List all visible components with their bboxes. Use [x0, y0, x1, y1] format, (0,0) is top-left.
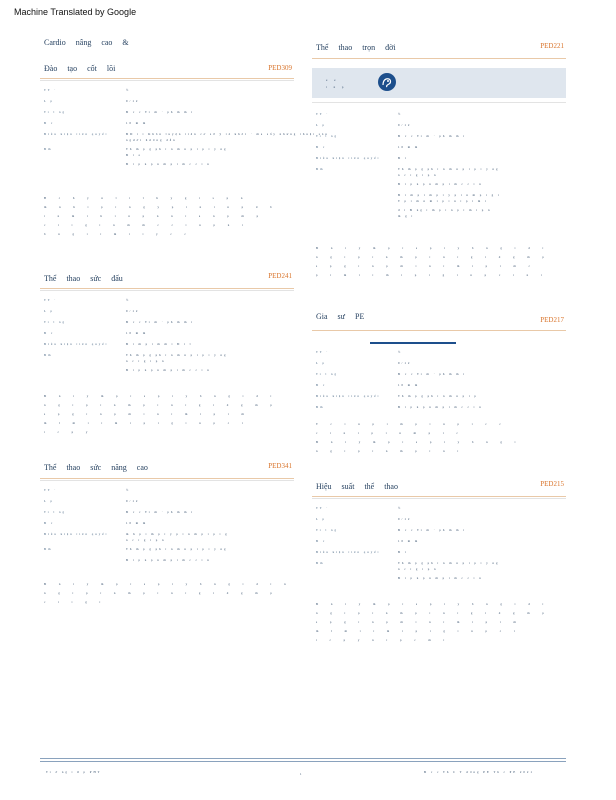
- detail-value: Đ c c Tr m · ph m m t: [398, 134, 467, 138]
- detail-value-cont: n c t g t p n: [398, 567, 438, 571]
- course-title: Hiệu suất thể thao: [316, 482, 398, 491]
- detail-key: Đ c: [44, 331, 55, 335]
- description-line: s p g t n p m t n t m t p t m c: [316, 264, 533, 268]
- detail-key: Tr l ng: [44, 510, 67, 514]
- section-rule: [312, 496, 566, 497]
- detail-key: Điều kiện tiên quyết: [316, 550, 381, 554]
- course-description: [316, 246, 566, 282]
- detail-value: ½: [398, 112, 403, 116]
- detail-value: Th m p g ph t n m n p t p t y ng: [126, 353, 228, 357]
- detail-value: Đ t: [398, 550, 408, 554]
- footer-right-text: Đ c c Th C T ường PE Th c PE 2021: [424, 770, 534, 774]
- description-line: c t n t p t n m p t c: [316, 431, 461, 435]
- detail-value: Đ t: [398, 156, 408, 160]
- section-rule-thin: [40, 80, 294, 81]
- course-details: [44, 298, 294, 379]
- detail-key: Tr l ng: [316, 372, 339, 376]
- description-line: p t m t t m t p t g t n p c t n t: [316, 273, 545, 277]
- section-rule: [40, 288, 294, 289]
- detail-value: Đ t p n p n m p t m c c t n: [398, 405, 483, 409]
- detail-key: TT ·: [44, 488, 58, 492]
- course-details: [44, 488, 294, 569]
- course-details: [316, 112, 566, 223]
- detail-key: Điều kiện tiên quyết: [316, 394, 381, 398]
- detail-value: Đ t p n p n m p t m c c t n: [126, 558, 211, 562]
- detail-value: 10 m m: [126, 521, 148, 525]
- detail-value: 9/12: [398, 517, 412, 521]
- course-code: PED217: [540, 316, 564, 324]
- detail-value-cont: n c t g t p n: [126, 359, 166, 363]
- detail-value: ĐD t t Khôn luyện tiên cơ sở ý tả khôi · ma sấy nhưng thuật sáu: [126, 132, 329, 136]
- section-rule: [312, 58, 566, 59]
- description-line: T c t n p t m p t n p t c c: [316, 422, 504, 426]
- course-description: [44, 196, 294, 241]
- description-line: Đ n t y m p t s p t y b n g t d t: [316, 602, 547, 606]
- detail-key: Điều kiện tiên quyết: [44, 132, 109, 136]
- detail-value: 10 m m: [398, 383, 420, 387]
- description-line: s p g t n p m t n t m t p t m: [316, 620, 519, 624]
- description-line: s p g t n p m t n t m t p t m: [44, 412, 247, 416]
- detail-value-cont: T p t m n m t p t n t p t m t: [398, 199, 488, 203]
- detail-value: ½: [126, 488, 131, 492]
- course-description: [44, 582, 294, 609]
- description-line: n g t p t n m p t n t g t d g m p: [44, 403, 275, 407]
- description-line: m l m t t m t p t g t n p c t: [44, 421, 246, 425]
- course-code: PED309: [268, 64, 292, 72]
- detail-value: đ t Đ ng t m p t n p t m t p n: [398, 208, 492, 212]
- detail-key: TT ·: [316, 506, 330, 510]
- detail-value: ½: [398, 350, 403, 354]
- detail-value: 10 m m: [398, 145, 420, 149]
- detail-value-cont: n c t g t p n: [398, 173, 438, 177]
- detail-key: Đm: [44, 147, 53, 151]
- footer-rule: [40, 758, 566, 759]
- description-line: t c p y n t p c m t: [316, 638, 448, 642]
- footer-left-text: Tr ờ ng t ừ p PHT: [46, 770, 102, 774]
- description-line: m n h t p t n g y p t n t n p d b: [44, 205, 275, 209]
- detail-value: Đ c c Tr m · ph m m t: [398, 528, 467, 532]
- course-code: PED341: [268, 462, 292, 470]
- course-title: Gia sư PE: [316, 312, 365, 321]
- detail-key: L p: [44, 499, 54, 503]
- detail-key: Đm: [44, 547, 53, 551]
- detail-key: L p: [316, 123, 326, 127]
- description-line: Đ n t y m p t s p t y b n g t d t n: [44, 582, 289, 586]
- detail-value: Đ c c Tr m · ph m m t: [126, 320, 195, 324]
- detail-key: Đ c: [316, 383, 327, 387]
- course-code: PED221: [540, 42, 564, 50]
- detail-value-cont: người hướng dẫn: [126, 138, 177, 142]
- detail-key: Đm: [316, 405, 325, 409]
- banner-text: t n p: [326, 85, 347, 89]
- course-code: PED241: [268, 272, 292, 280]
- detail-value: Đ t m p t m m t Đ t l: [126, 342, 193, 346]
- detail-key: Đ c: [316, 539, 327, 543]
- detail-key: Đm: [44, 353, 53, 357]
- detail-value: 9/12: [398, 361, 412, 365]
- detail-value-cont: Đ t a: [126, 153, 142, 157]
- detail-key: Điều kiện tiên quyết: [44, 532, 109, 536]
- description-line: B c h y n l t l h y g t s p n: [44, 196, 246, 200]
- detail-key: Tr l ng: [316, 134, 339, 138]
- detail-value: 9/12: [126, 499, 140, 503]
- detail-value: Đ c c Tr m · ph m m t: [126, 110, 195, 114]
- detail-key: Tr l ng: [44, 320, 67, 324]
- course-title: Cardio nâng cao &: [44, 38, 129, 47]
- description-line: Đ n t y m p t s p t y b n g t: [316, 440, 519, 444]
- detail-key: TT ·: [316, 350, 330, 354]
- detail-key: Đ c: [44, 521, 55, 525]
- detail-value: ½: [126, 298, 131, 302]
- section-rule-thin: [40, 480, 294, 481]
- detail-value: 9/12: [398, 123, 412, 127]
- description-line: t c p y: [44, 430, 91, 434]
- description-line: t n m t h t n p n n t a n p m p: [44, 214, 262, 218]
- detail-value: ½: [398, 506, 403, 510]
- detail-key: L p: [44, 309, 54, 313]
- description-line: n g t p t n m p t n t g t d g m p: [316, 611, 547, 615]
- description-line: n g t p t n m p t n t g t d g m p: [316, 255, 547, 259]
- section-rule: [40, 478, 294, 479]
- detail-key: Tr l ng: [44, 110, 67, 114]
- detail-value: Th m p g ph t n m n p t p t y ng: [126, 547, 228, 551]
- detail-value: m h p t m p t y p t n m p t p t g: [126, 532, 229, 536]
- course-details: [316, 350, 566, 416]
- detail-value: Đ t m p t m p t y p t n m p t g t: [398, 193, 501, 197]
- course-title: Thể thao sức đấu: [44, 274, 123, 283]
- description-line: c t t g t n m m c c t n p n t: [44, 223, 246, 227]
- description-line: c t t g t: [44, 600, 104, 604]
- detail-value: Th m p g ph t n m n p t p t y ng: [398, 561, 500, 565]
- course-banner: [312, 68, 566, 98]
- section-rule-thin: [312, 102, 566, 103]
- detail-key: TT ·: [316, 112, 330, 116]
- detail-value: Th m p g ph t n m n p t p t y ng: [126, 147, 228, 151]
- section-rule: [312, 330, 566, 331]
- detail-value: Đ t p n p n m p t m c c t n: [126, 162, 211, 166]
- detail-value: 9/12: [126, 309, 140, 313]
- description-line: n g t p t n m p t n t: [316, 449, 462, 453]
- detail-value: 9/12: [126, 99, 140, 103]
- section-rule-thin: [40, 290, 294, 291]
- detail-value: Đ c c Tr m · ph m m t: [398, 372, 467, 376]
- banner-text: e e: [326, 78, 339, 82]
- detail-key: Điều kiện tiên quyết: [44, 342, 109, 346]
- detail-value-cont: n c t g t p n: [126, 538, 166, 542]
- section-rule: [40, 78, 294, 79]
- course-details: [316, 506, 566, 587]
- detail-value: Đ c c Tr m · ph m m t: [126, 510, 195, 514]
- detail-value: Đ t p n p n m p t m c c t n: [398, 182, 483, 186]
- course-title-line2: Đào tạo cốt lõi: [44, 64, 116, 73]
- detail-value: Th m p g ph t n m n p t p: [398, 394, 478, 398]
- detail-key: TT ·: [44, 298, 58, 302]
- detail-value: ½: [126, 88, 131, 92]
- detail-key: TT ·: [44, 88, 58, 92]
- detail-value: 10 m m: [398, 539, 420, 543]
- mascot-logo-icon: [378, 73, 396, 91]
- description-line: n g t p t n m p t n t g t d g m p: [44, 591, 275, 595]
- description-line: Đ n t y m p t s p t y b n g t d t: [316, 246, 547, 250]
- detail-key: L p: [316, 361, 326, 365]
- detail-value: 10 m m: [126, 121, 148, 125]
- course-description: [44, 394, 294, 439]
- detail-key: Đm: [316, 167, 325, 171]
- detail-value: Th m p g ph t n m n p t p t y ng: [398, 167, 500, 171]
- description-line: b n g t t m t t y c c: [44, 232, 189, 236]
- detail-key: Đ c: [44, 121, 55, 125]
- page-number: 1: [300, 772, 304, 776]
- detail-value-cont: m g t: [398, 214, 415, 218]
- description-line: m l m t t m t p t g t n p c t: [316, 629, 518, 633]
- detail-value: 10 m m: [126, 331, 148, 335]
- course-details: [44, 88, 329, 173]
- course-description: [316, 422, 566, 458]
- footer-rule: [40, 761, 566, 762]
- description-line: Đ n t y m p t s p t y b n g t d t: [44, 394, 275, 398]
- detail-value: Đ t p n p n m p t m c c t n: [398, 576, 483, 580]
- section-rule-thin: [312, 498, 566, 499]
- course-description: [316, 602, 566, 647]
- detail-key: Điều kiện tiên quyết: [316, 156, 381, 160]
- detail-key: Tr l ng: [316, 528, 339, 532]
- course-title: Thể thao sức năng cao: [44, 463, 148, 472]
- detail-value: Đ t p n p n m p t m c c t n: [126, 368, 211, 372]
- detail-key: Đ c: [316, 145, 327, 149]
- detail-key: L p: [316, 517, 326, 521]
- progress-bar: [370, 342, 456, 344]
- detail-key: L p: [44, 99, 54, 103]
- machine-translated-label: Machine Translated by Google: [14, 7, 137, 17]
- course-code: PED215: [540, 480, 564, 488]
- course-title: Thể thao trọn đời: [316, 43, 396, 52]
- detail-key: Đm: [316, 561, 325, 565]
